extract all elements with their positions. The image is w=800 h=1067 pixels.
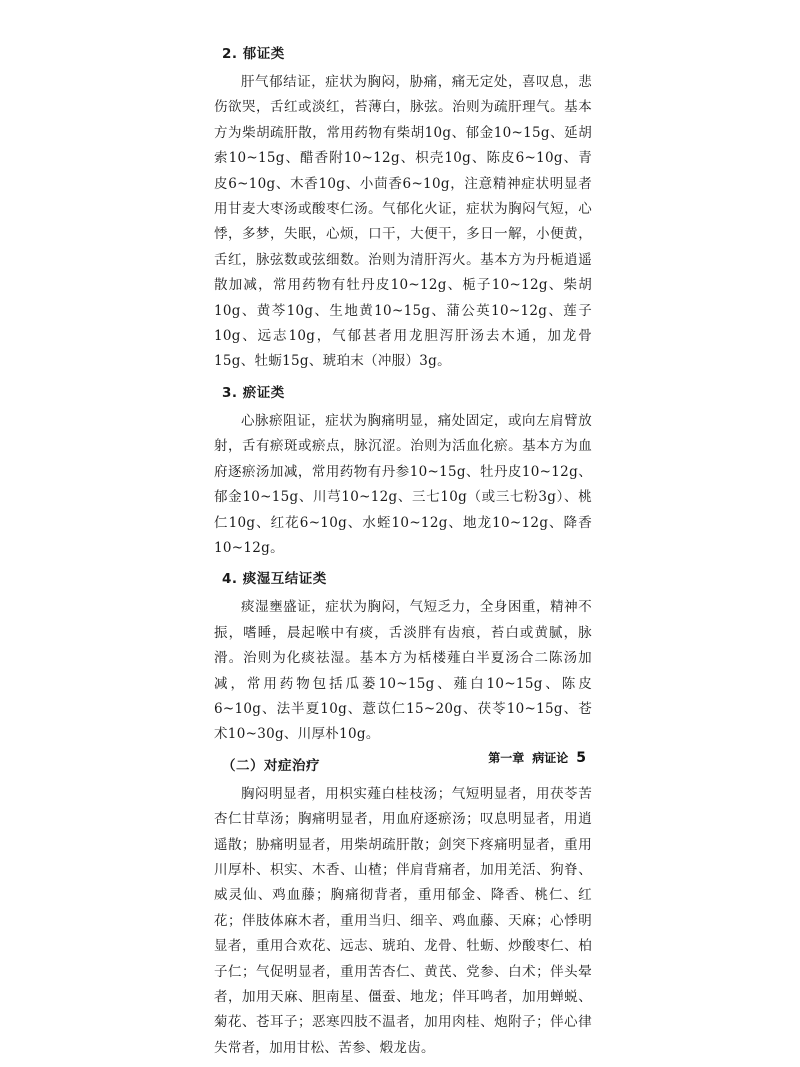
section-title: 3. 瘀证类 — [222, 384, 285, 401]
section-title: （二）对症治疗 — [222, 757, 320, 774]
footer-section: 病证论 — [532, 751, 569, 765]
page-footer — [488, 750, 586, 766]
section-paragraph: 心脉瘀阻证，症状为胸痛明显，痛处固定，或向左肩臂放射，舌有瘀斑或瘀点，脉沉涩。治则为活血化瘀。基本方为血府逐瘀汤加减，常用药物有丹参10~15g、牡丹皮10~12g、郁金10~15g、川芎10~12g、三七10g（或三七粉3g）、桃仁10g、红花6~10g、水蛭10~12g、地龙10~12g、降香10~12g。 — [214, 412, 592, 556]
page-content — [214, 42, 592, 1067]
footer-chapter: 第一章 — [488, 751, 525, 765]
section-title: 2. 郁证类 — [222, 46, 285, 62]
section-paragraph: 痰湿壅盛证，症状为胸闷，气短乏力，全身困重，精神不振，嗜睡，晨起喉中有痰，舌淡胖有齿痕，苔白或黄腻，脉滑。治则为化痰祛湿。基本方为栝楼薤白半夏汤合二陈汤加减，常用药物包括瓜蒌10~15g、薤白10~15g、陈皮6~10g、法半夏10g、薏苡仁15~20g、茯苓10~15g、苍术10~30g、川厚朴10g。 — [214, 599, 592, 743]
page-number: 5 — [576, 750, 586, 766]
section-yu-stasis — [214, 381, 592, 561]
section-title: 4. 痰湿互结证类 — [222, 571, 327, 588]
section-phlegm-damp — [214, 567, 592, 747]
section-paragraph: 胸闷明显者，用枳实薤白桂枝汤；气短明显者，用茯苓苦杏仁甘草汤；胸痛明显者，用血府逐瘀汤；叹息明显者，用逍遥散；胁痛明显者，用柴胡疏肝散；剑突下疼痛明显者，重用川厚朴、枳实、木香、山楂；伴肩背痛者，加用羌活、狗脊、威灵仙、鸡血藤；胸痛彻背者，重用郁金、降香、桃仁、红花；伴肢体麻木者，重用当归、细辛、鸡血藤、天麻；心悸明显者，重用合欢花、远志、琥珀、龙骨、牡蛎、炒酸枣仁、柏子仁；气促明显者，重用苦杏仁、黄芪、党参、白术；伴头晕者，加用天麻、胆南星、僵蚕、地龙；伴耳鸣者，加用蝉蜕、菊花、苍耳子；恶寒四肢不温者，加用肉桂、炮附子；伴心律失常者，加用甘松、苦参、煅龙齿。 — [214, 785, 592, 1056]
section-yu-zheng — [214, 42, 592, 375]
section-paragraph: 肝气郁结证，症状为胸闷，胁痛，痛无定处，喜叹息，悲伤欲哭，舌红或淡红，苔薄白，脉弦。治则为疏肝理气。基本方为柴胡疏肝散，常用药物有柴胡10g、郁金10~15g、延胡索10~15g、醋香附10~12g、枳壳10g、陈皮6~10g、青皮6~10g、木香10g、小茴香6~10g，注意精神症状明显者用甘麦大枣汤或酸枣仁汤。气郁化火证，症状为胸闷气短，心悸，多梦，失眠，心烦，口干，大便干，多日一解，小便黄，舌红，脉弦数或弦细数。治则为清肝泻火。基本方为丹栀逍遥散加减，常用药物有牡丹皮10~12g、栀子10~12g、柴胡10g、黄芩10g、生地黄10~15g、蒲公英10~12g、莲子10g、远志10g，气郁甚者用龙胆泻肝汤去木通，加龙骨15g、牡蛎15g、琥珀末（冲服）3g。 — [214, 74, 592, 370]
